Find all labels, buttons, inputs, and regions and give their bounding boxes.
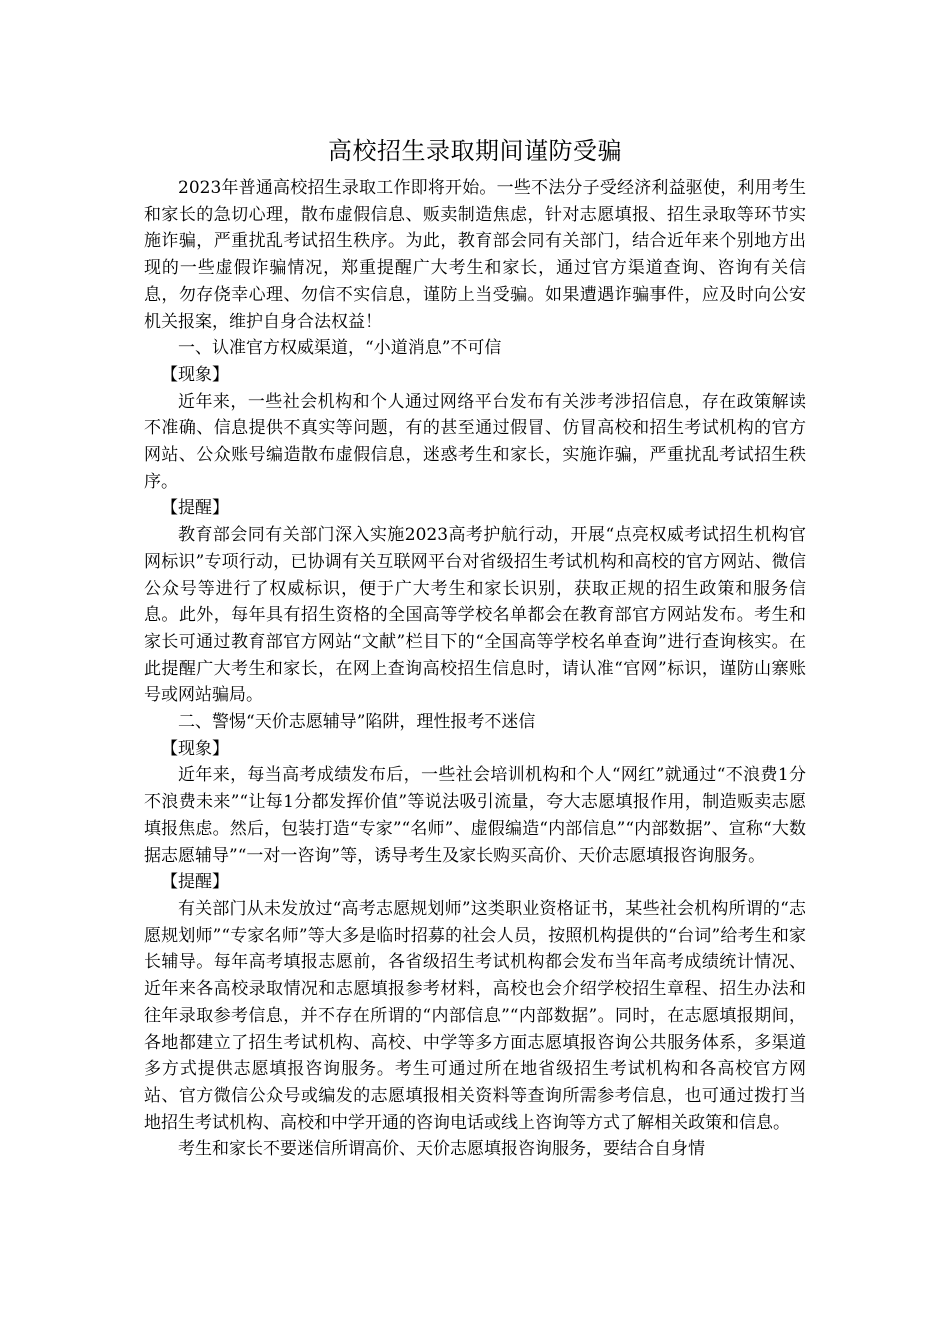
section-heading-1: 一、认准官方权威渠道，“小道消息”不可信 bbox=[178, 338, 502, 359]
intro-paragraph: 2023年普通高校招生录取工作即将开始。一些不法分子受经济利益驱使，利用考生和家长的急切心理，散布虚假信息、贩卖制造焦虑，针对志愿填报、招生录取等环节实施诈骗，严重扰乱考试招生秩序。为此，教育部会同有关部门，结合近年来个别地方出现的一些虚假诈骗情况，郑重提醒广大考生和家长，通过官方渠道查询、咨询有关信息，勿存侥幸心理、勿信不实信息，谨防上当受骗。如果遭遇诈骗事件，应及时向公安机关报案，维护自身合法权益！ bbox=[144, 178, 806, 332]
phenomenon-label-2: 【现象】 bbox=[161, 738, 229, 759]
section-heading-2: 二、警惕“天价志愿辅导”陷阱，理性报考不迷信 bbox=[178, 712, 536, 733]
phenomenon-paragraph-2: 近年来，每当高考成绩发布后，一些社会培训机构和个人“网红”就通过“不浪费1分不浪费未来”“让每1分都发挥价值”等说法吸引流量，夸大志愿填报作用，制造贩卖志愿填报焦虑。然后，包装打造“专家”“名师”、虚假编造“内部信息”“内部数据”、宣称“大数据志愿辅导”“一对一咨询”等，诱导考生及家长购买高价、天价志愿填报咨询服务。 bbox=[144, 765, 806, 866]
phenomenon-paragraph-1: 近年来，一些社会机构和个人通过网络平台发布有关涉考涉招信息，存在政策解读不准确、信息提供不真实等问题，有的甚至通过假冒、仿冒高校和招生考试机构的官方网站、公众账号编造散布虚假信息，迷惑考生和家长，实施诈骗，严重扰乱考试招生秩序。 bbox=[144, 391, 806, 492]
closing-paragraph: 考生和家长不要迷信所谓高价、天价志愿填报咨询服务，要结合自身情 bbox=[178, 1139, 705, 1160]
phenomenon-label-1: 【现象】 bbox=[161, 364, 229, 385]
reminder-paragraph-2: 有关部门从未发放过“高考志愿规划师”这类职业资格证书，某些社会机构所谓的“志愿规划师”“专家名师”等大多是临时招募的社会人员，按照机构提供的“台词”给考生和家长辅导。每年高考填报志愿前，各省级招生考试机构都会发布当年高考成绩统计情况、近年来各高校录取情况和志愿填报参考材料，高校也会介绍学校招生章程、招生办法和往年录取参考信息，并不存在所谓的“内部信息”“内部数据”。同时，在志愿填报期间，各地都建立了招生考试机构、高校、中学等多方面志愿填报咨询公共服务体系，多渠道多方式提供志愿填报咨询服务。考生可通过所在地省级招生考试机构和各高校官方网站、官方微信公众号或编发的志愿填报相关资料等查询所需参考信息，也可通过拨打当地招生考试机构、高校和中学开通的咨询电话或线上咨询等方式了解相关政策和信息。 bbox=[144, 898, 806, 1133]
reminder-label-2: 【提醒】 bbox=[161, 872, 229, 893]
document-title: 高校招生录取期间谨防受骗 bbox=[328, 137, 622, 165]
reminder-label-1: 【提醒】 bbox=[161, 498, 229, 519]
reminder-paragraph-1: 教育部会同有关部门深入实施2023高考护航行动，开展“点亮权威考试招生机构官网标识”专项行动，已协调有关互联网平台对省级招生考试机构和高校的官方网站、微信公众号等进行了权威标识，便于广大考生和家长识别，获取正规的招生政策和服务信息。此外，每年具有招生资格的全国高等学校名单都会在教育部官方网站发布。考生和家长可通过教育部官方网站“文献”栏目下的“全国高等学校名单查询”进行查询核实。在此提醒广大考生和家长，在网上查询高校招生信息时，请认准“官网”标识，谨防山寨账号或网站骗局。 bbox=[144, 525, 806, 706]
document-body bbox=[144, 175, 806, 1163]
